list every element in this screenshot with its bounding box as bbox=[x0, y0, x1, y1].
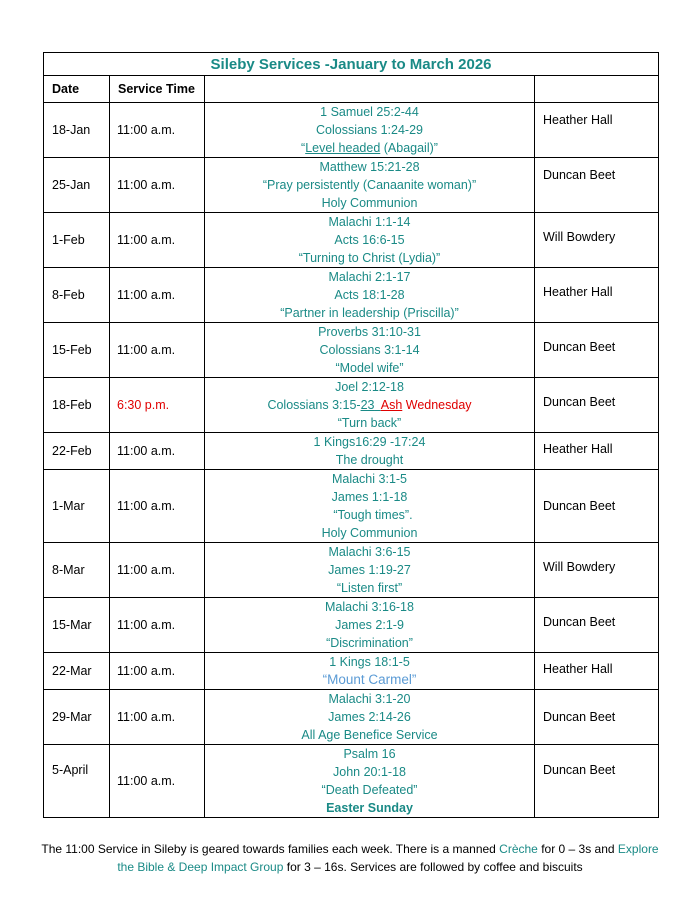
footer-text-2: for 0 – 3s and bbox=[537, 842, 618, 856]
time-cell: 11:00 a.m. bbox=[110, 323, 205, 378]
time-cell: 11:00 a.m. bbox=[110, 745, 205, 818]
date-cell: 15-Mar bbox=[44, 598, 110, 653]
reading-line: “Model wife” bbox=[335, 361, 404, 375]
preacher-name: Duncan Beet bbox=[543, 340, 616, 354]
reading-line: Colossians 3:1-14 bbox=[319, 343, 420, 357]
time-cell: 11:00 a.m. bbox=[110, 103, 205, 158]
preacher-name: Duncan Beet bbox=[543, 763, 616, 777]
wednesday-label: Wednesday bbox=[402, 398, 472, 412]
reading-line: All Age Benefice Service bbox=[301, 728, 438, 742]
reading-line: “Turn back” bbox=[337, 416, 402, 430]
preacher-cell: Duncan Beet bbox=[535, 470, 659, 543]
group-label: the Bible & Deep Impact Group bbox=[117, 860, 284, 874]
preacher-name: Will Bowdery bbox=[543, 560, 616, 574]
preacher-name: Duncan Beet bbox=[543, 395, 616, 409]
preacher-cell: Duncan Beet bbox=[535, 690, 659, 745]
reading-line: “Listen first” bbox=[336, 581, 403, 595]
preacher-name: Heather Hall bbox=[543, 662, 613, 676]
header-date: Date bbox=[44, 76, 110, 103]
table-title: Sileby Services -January to March 2026 bbox=[44, 53, 659, 76]
reading-line: “Mount Carmel” bbox=[322, 672, 417, 687]
table-row bbox=[44, 433, 659, 470]
reading-cell bbox=[205, 213, 535, 268]
preacher-cell bbox=[535, 433, 659, 470]
reading-cell bbox=[205, 543, 535, 598]
time-cell: 11:00 a.m. bbox=[110, 268, 205, 323]
date-text: 5-April bbox=[52, 763, 89, 777]
reading-line: 1 Kings 18:1-5 bbox=[329, 655, 410, 669]
reading-cell bbox=[205, 268, 535, 323]
reading-cell bbox=[205, 690, 535, 745]
reading-line: James 1:1-18 bbox=[331, 490, 408, 504]
services-table bbox=[43, 52, 659, 818]
table-row bbox=[44, 598, 659, 653]
time-cell: 6:30 p.m. bbox=[110, 378, 205, 433]
date-cell: 1-Mar bbox=[44, 470, 110, 543]
reading-cell bbox=[205, 470, 535, 543]
preacher-cell bbox=[535, 323, 659, 378]
table-row bbox=[44, 470, 659, 543]
reading-line: 1 Kings16:29 -17:24 bbox=[313, 435, 426, 449]
reading-line: Easter Sunday bbox=[326, 801, 413, 815]
reading-line: Proverbs 31:10-31 bbox=[318, 325, 421, 339]
reading-ref: Colossians 3:15- bbox=[267, 398, 361, 412]
reading-line: The drought bbox=[335, 453, 404, 467]
preacher-cell bbox=[535, 213, 659, 268]
reading-line: 1 Samuel 25:2-44 bbox=[320, 105, 419, 119]
table-row bbox=[44, 378, 659, 433]
reading-line: Holy Communion bbox=[321, 196, 418, 210]
date-cell: 1-Feb bbox=[44, 213, 110, 268]
date-cell: 25-Jan bbox=[44, 158, 110, 213]
reading-line: Holy Communion bbox=[321, 526, 418, 540]
date-cell: 8-Feb bbox=[44, 268, 110, 323]
table-row bbox=[44, 103, 659, 158]
table-row bbox=[44, 323, 659, 378]
preacher-name: Heather Hall bbox=[543, 285, 613, 299]
date-cell: 18-Feb bbox=[44, 378, 110, 433]
preacher-name: Heather Hall bbox=[543, 442, 613, 456]
preacher-name: Heather Hall bbox=[543, 113, 613, 127]
table-row bbox=[44, 653, 659, 690]
footer-note bbox=[30, 840, 670, 876]
ash-label: Ash bbox=[380, 398, 403, 412]
reading-cell bbox=[205, 323, 535, 378]
underlined-theme: Level headed bbox=[305, 141, 381, 155]
reading-line: “Pray persistently (Canaanite woman)” bbox=[262, 178, 477, 192]
footer-text-1: The 11:00 Service in Sileby is geared towards families each week. There is a manned bbox=[41, 842, 500, 856]
time-cell: 11:00 a.m. bbox=[110, 158, 205, 213]
reading-cell bbox=[205, 745, 535, 818]
preacher-cell bbox=[535, 653, 659, 690]
time-cell: 11:00 a.m. bbox=[110, 598, 205, 653]
table-row bbox=[44, 213, 659, 268]
title-row bbox=[44, 53, 659, 76]
date-cell: 15-Feb bbox=[44, 323, 110, 378]
reading-line: Colossians 1:24-29 bbox=[315, 123, 423, 137]
footer-text-3: for 3 – 16s. Services are followed by coffee and biscuits bbox=[283, 860, 583, 874]
time-cell: 11:00 a.m. bbox=[110, 690, 205, 745]
reading-line bbox=[205, 139, 534, 157]
reading-line: Acts 16:6-15 bbox=[334, 233, 405, 247]
reading-line: James 2:14-26 bbox=[328, 710, 411, 724]
header-preacher bbox=[535, 76, 659, 103]
reading-line: “Tough times”. bbox=[326, 508, 413, 522]
preacher-cell bbox=[535, 378, 659, 433]
reading-line: Malachi 3:1-20 bbox=[328, 692, 411, 706]
reading-cell bbox=[205, 158, 535, 213]
reading-line: “Death Defeated” bbox=[321, 783, 418, 797]
quote-open: “ bbox=[301, 141, 306, 155]
reading-line: Malachi 3:16-18 bbox=[325, 600, 414, 614]
reading-line: Malachi 3:6-15 bbox=[328, 545, 411, 559]
reading-cell bbox=[205, 433, 535, 470]
reading-line: Matthew 15:21-28 bbox=[319, 160, 420, 174]
creche-label: Crèche bbox=[499, 842, 538, 856]
date-cell: 18-Jan bbox=[44, 103, 110, 158]
theme-rest: (Abagail)” bbox=[380, 141, 438, 155]
date-cell bbox=[44, 745, 110, 818]
time-cell: 11:00 a.m. bbox=[110, 433, 205, 470]
reading-line: Acts 18:1-28 bbox=[334, 288, 405, 302]
preacher-cell bbox=[535, 158, 659, 213]
table-row bbox=[44, 745, 659, 818]
reading-line: Psalm 16 bbox=[343, 747, 396, 761]
reading-ref-underlined: 23 bbox=[360, 398, 375, 412]
preacher-cell bbox=[535, 103, 659, 158]
reading-line: Malachi 1:1-14 bbox=[328, 215, 411, 229]
reading-cell bbox=[205, 378, 535, 433]
date-cell: 22-Mar bbox=[44, 653, 110, 690]
preacher-cell bbox=[535, 268, 659, 323]
reading-cell bbox=[205, 653, 535, 690]
table-row bbox=[44, 543, 659, 598]
reading-cell bbox=[205, 598, 535, 653]
preacher-name: Duncan Beet bbox=[543, 168, 616, 182]
table-row bbox=[44, 690, 659, 745]
table-row bbox=[44, 158, 659, 213]
header-service-time: Service Time bbox=[110, 76, 205, 103]
table-row bbox=[44, 268, 659, 323]
reading-line: John 20:1-18 bbox=[333, 765, 406, 779]
preacher-name: Duncan Beet bbox=[543, 615, 616, 629]
time-cell: 11:00 a.m. bbox=[110, 543, 205, 598]
reading-line: James 1:19-27 bbox=[328, 563, 411, 577]
time-cell: 11:00 a.m. bbox=[110, 653, 205, 690]
preacher-cell bbox=[535, 598, 659, 653]
reading-line: “Discrimination” bbox=[326, 636, 413, 650]
reading-line: Joel 2:12-18 bbox=[335, 380, 404, 394]
reading-cell bbox=[205, 103, 535, 158]
reading-line: Malachi 3:1-5 bbox=[331, 472, 408, 486]
reading-line: “Partner in leadership (Priscilla)” bbox=[280, 306, 459, 320]
preacher-cell bbox=[535, 745, 659, 818]
header-reading bbox=[205, 76, 535, 103]
date-cell: 29-Mar bbox=[44, 690, 110, 745]
time-cell: 11:00 a.m. bbox=[110, 470, 205, 543]
date-cell: 8-Mar bbox=[44, 543, 110, 598]
time-cell: 11:00 a.m. bbox=[110, 213, 205, 268]
reading-line: Malachi 2:1-17 bbox=[328, 270, 411, 284]
header-row bbox=[44, 76, 659, 103]
preacher-name: Will Bowdery bbox=[543, 230, 616, 244]
explore-label: Explore bbox=[617, 842, 659, 856]
reading-line: “Turning to Christ (Lydia)” bbox=[298, 251, 441, 265]
date-cell: 22-Feb bbox=[44, 433, 110, 470]
reading-line bbox=[205, 396, 534, 414]
reading-line: James 2:1-9 bbox=[335, 618, 404, 632]
preacher-cell bbox=[535, 543, 659, 598]
